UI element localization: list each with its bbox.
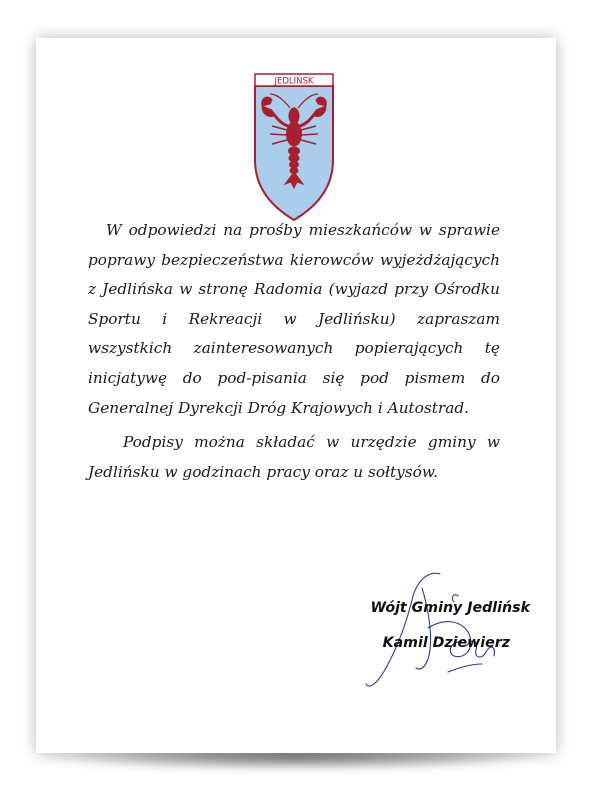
coat-of-arms xyxy=(252,72,336,224)
handwritten-signature xyxy=(358,568,528,694)
crest-banner-text: JEDLIŃSK xyxy=(274,76,314,87)
paragraph-request: W odpowiedzi na prośby mieszkańców w sprawie poprawy bezpieczeństwa kierowców wyjeżdżających z Jedlińska w stronę Radomia (wyjazd przy Ośrodku Sportu i Rekreacji w Jedlińsku) zapraszam wszystkich zainteresowanych popierających tę inicjatywę do pod-pisania się pod pismem do Generalnej Dyrekcji Dróg Krajowych i Autostrad. xyxy=(88,221,500,417)
crayfish-crest-icon xyxy=(252,72,336,224)
paragraph-signatures: Podpisy można składać w urzędzie gminy w Jedlińsku w godzinach pracy oraz u sołtysów. xyxy=(88,433,500,481)
letter-body xyxy=(88,216,500,487)
signatory-name: Kamil Dziewierz xyxy=(382,635,510,651)
letter-page xyxy=(36,38,556,753)
signatory-title: Wójt Gminy Jedlińsk xyxy=(370,600,530,616)
signature-icon xyxy=(358,568,528,694)
